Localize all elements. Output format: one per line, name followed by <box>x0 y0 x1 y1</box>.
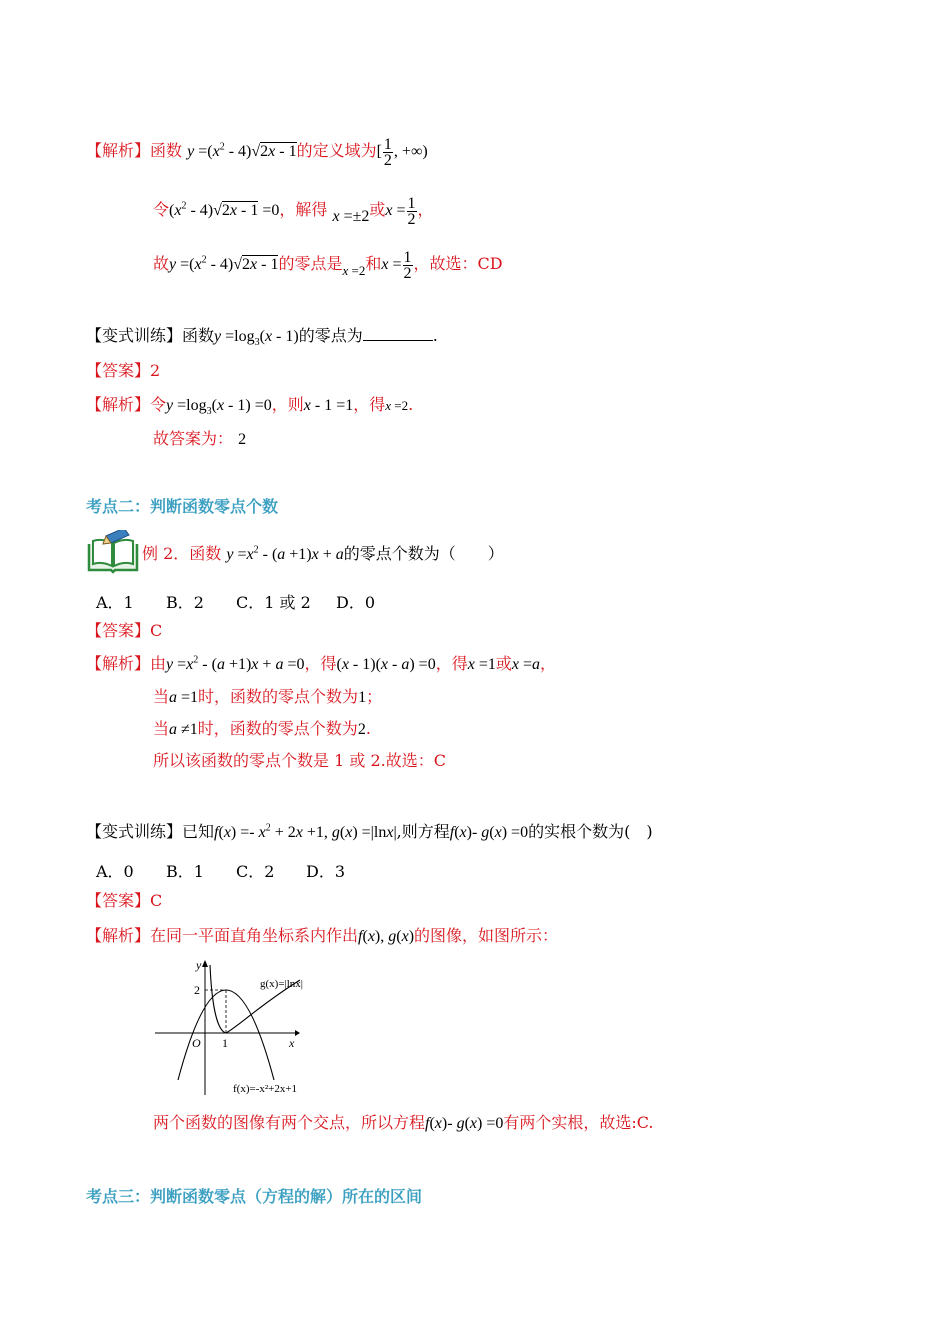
equation: $y =x^2 - (a +1)x + a =0$ <box>166 654 305 673</box>
example-label: 例 2．函数 <box>142 544 222 563</box>
f-label: f(x)=-x²+2x+1 <box>233 1083 298 1095</box>
answer-value: C <box>150 891 163 910</box>
origin-label: O <box>192 1036 201 1050</box>
option-d: D．3 <box>306 862 346 881</box>
text: ，则 <box>271 395 304 414</box>
option-b: B．1 <box>166 862 204 881</box>
section-title-3: 考点三：判断函数零点（方程的解）所在的区间 <box>86 1187 423 1206</box>
text: 令 <box>150 395 167 414</box>
text: 或 <box>495 654 512 673</box>
y-axis-arrow <box>202 960 208 967</box>
zero-x2: x =2 <box>342 263 366 279</box>
option-d: D．0 <box>336 593 376 612</box>
text: ,则方程 <box>396 822 450 841</box>
equation: $y =\log_3(x - 1) =0$ <box>166 397 272 418</box>
equation: x - 1 =1 <box>303 397 354 414</box>
analysis-line-v1b <box>153 428 246 451</box>
text: ，得 <box>304 654 337 673</box>
analysis-tag: 【解析】 <box>86 141 151 161</box>
text: 在同一平面直角坐标系内作出 <box>150 926 359 945</box>
answer-tag: 【答案】 <box>86 891 151 910</box>
analysis-tag: 【解析】 <box>86 654 151 673</box>
analysis-line-3 <box>153 250 503 281</box>
analysis-line-v1: 【解析】令$y =\log_3(x - 1) =0$，则x - 1 =1，得x =2. <box>86 395 414 418</box>
y-label: y <box>196 958 202 972</box>
f-curve <box>178 990 274 1080</box>
variant-question-2 <box>86 821 653 844</box>
option-c: C．1 或 2 <box>236 593 311 612</box>
book-pencil-icon <box>86 530 140 574</box>
text: 的图像，如图所示： <box>414 926 559 945</box>
text: 两个函数的图像有两个交点，所以方程 <box>153 1113 426 1132</box>
text: 时，函数的零点个数为 <box>198 687 359 706</box>
variant-tag: 【变式训练】 <box>86 326 183 345</box>
equation: $(x^2 - 4)√2x - 1 =0$ <box>169 200 280 220</box>
text: 当 <box>153 719 170 738</box>
count: 2 <box>357 721 366 738</box>
answer-line-1 <box>86 360 160 382</box>
text: 由 <box>150 654 167 673</box>
analysis-line-e2: 【解析】由$y =x^2 - (a +1)x + a =0$，得(x - 1)(x - a) =0，得x =1或x =a， <box>86 654 557 673</box>
example-2-question <box>142 543 504 566</box>
text: 和 <box>365 254 382 274</box>
text: 有两个实根，故选:C. <box>503 1113 654 1132</box>
case-line-1 <box>153 686 382 709</box>
text: 故答案为： <box>153 429 234 448</box>
equation: f(x)- g(x) =0 <box>425 1115 504 1132</box>
option-b: B．2 <box>166 593 204 612</box>
functions: f(x), g(x) <box>358 928 415 945</box>
answer-value: 2 <box>238 431 247 448</box>
conclusion-line-v2 <box>153 1112 654 1135</box>
analysis-line-v2 <box>86 925 558 948</box>
tick-2: 2 <box>194 983 200 997</box>
text: 的零点是 <box>278 254 343 274</box>
analysis-tag: 【解析】 <box>86 926 151 945</box>
answer-value: 2 <box>150 361 161 380</box>
analysis-line-2: 令$(x^2 - 4)√2x - 1 =0$，解得 x =±2或x = $\frac{1}{2}$ ， <box>153 195 434 228</box>
text: ，得 <box>435 654 468 673</box>
root-1: x =1 <box>467 656 496 673</box>
solution-x-half: x = $\frac{1}{2}$ <box>385 195 416 228</box>
text: 或 <box>369 200 386 220</box>
domain-interval: [ $\frac{1}{2}$ , +∞) <box>376 136 428 169</box>
answer-tag: 【答案】 <box>86 361 151 380</box>
tick-1: 1 <box>222 1036 228 1050</box>
answer-blank <box>363 326 433 341</box>
text: 的零点个数为（ ） <box>343 544 504 563</box>
analysis-line-1 <box>86 137 428 168</box>
formula: $y =x^2 - (a +1)x + a$ <box>226 544 344 563</box>
text: ； <box>366 687 383 706</box>
text: . <box>365 719 371 738</box>
count: 1 <box>358 689 367 706</box>
text: 当 <box>153 687 170 706</box>
formula-y: $y =(x^2 - 4)√2x - 1$ <box>187 141 297 161</box>
formula-log: $y =\log_3(x - 1)$ <box>214 328 299 349</box>
text: 函数 <box>182 326 215 345</box>
text: 的定义域为 <box>296 141 377 161</box>
g-label: g(x)=|lnx| <box>260 978 303 990</box>
option-c: C．2 <box>236 862 275 881</box>
condition: a ≠1 <box>169 721 198 738</box>
formula-f-g: $f(x) =- x^2 + 2x +1$, g(x) =|lnx| <box>214 822 397 841</box>
x-label: x <box>289 1036 295 1050</box>
text: 时，函数的零点个数为 <box>197 719 358 738</box>
analysis-tag: 【解析】 <box>86 395 151 414</box>
text: 函数 <box>150 141 183 161</box>
result: x =2 <box>385 398 409 413</box>
text: 的实根个数为( ) <box>528 822 653 841</box>
text: 令 <box>153 200 170 220</box>
zero-x-half: x = $\frac{1}{2}$ <box>381 249 412 282</box>
answer-line-2 <box>86 620 162 642</box>
section-title-2: 考点二：判断函数零点个数 <box>86 497 279 516</box>
text: ，故选：CD <box>413 254 503 274</box>
option-a: A．0 <box>96 862 134 881</box>
condition: a =1 <box>169 689 199 706</box>
text: ，得 <box>353 395 386 414</box>
text: ，解得 <box>279 200 328 220</box>
answer-line-3 <box>86 890 162 912</box>
equation: (x - 1)(x - a) =0 <box>336 656 436 673</box>
text: 故 <box>153 254 170 274</box>
option-a: A．1 <box>96 593 134 612</box>
case-line-2 <box>153 718 371 741</box>
root-a: x =a <box>511 656 541 673</box>
answer-value: C <box>150 621 163 640</box>
text: 已知 <box>182 822 215 841</box>
variant-question-1: 【变式训练】函数$y =\log_3(x - 1)$的零点为 . <box>86 326 438 349</box>
x-axis-arrow <box>295 1030 300 1036</box>
answer-tag: 【答案】 <box>86 621 151 640</box>
solution-x-pm2: x =±2 <box>332 208 370 226</box>
text: 的零点为 <box>298 326 363 345</box>
conclusion-line: 所以该函数的零点个数是 1 或 2.故选：C <box>153 751 446 770</box>
variant-tag: 【变式训练】 <box>86 822 183 841</box>
formula-y: $y =(x^2 - 4)√2x - 1$ <box>169 254 279 274</box>
equation: f(x)- g(x) =0 <box>449 824 529 841</box>
function-graph <box>150 955 330 1100</box>
